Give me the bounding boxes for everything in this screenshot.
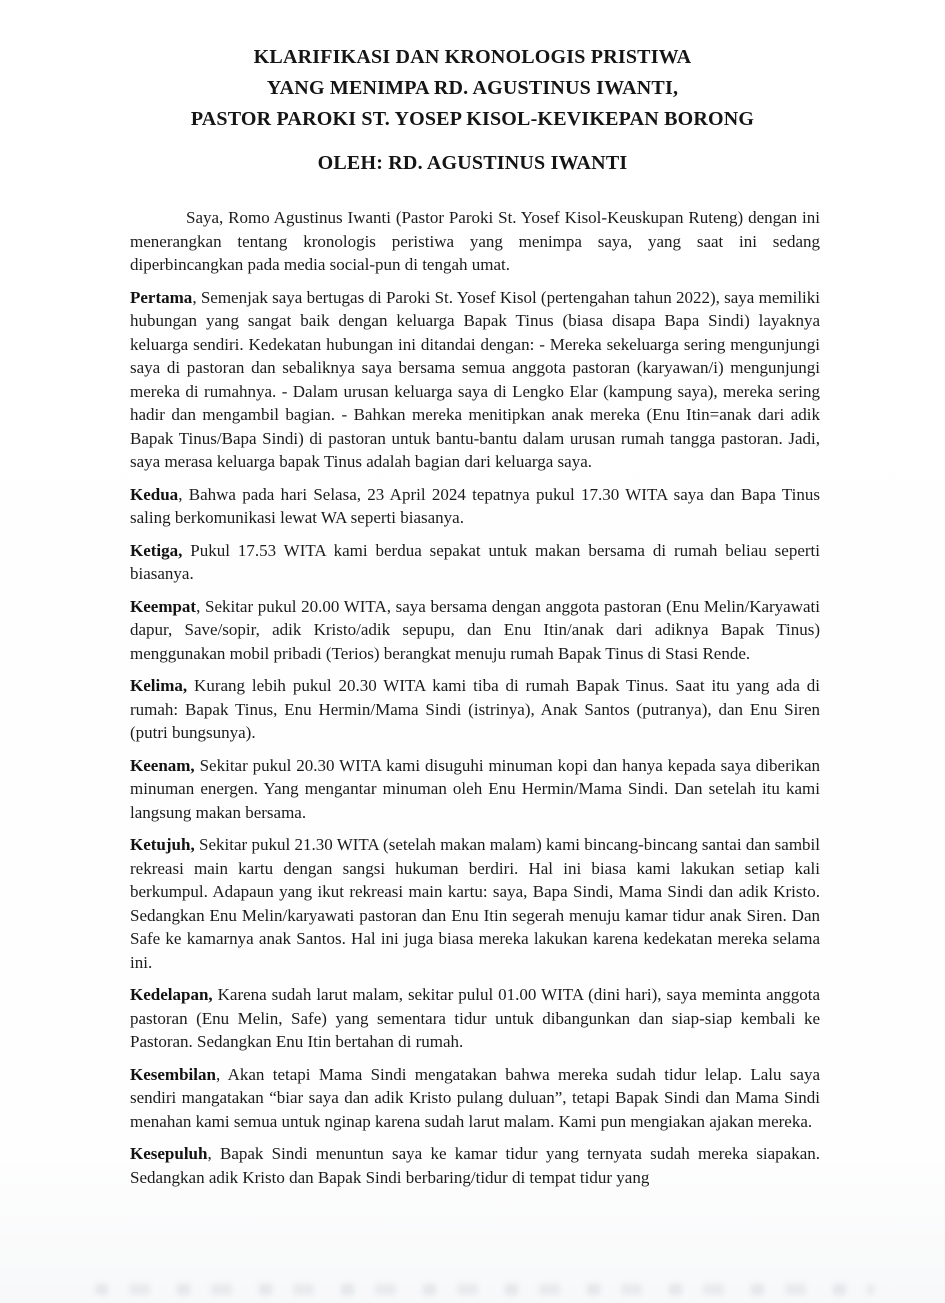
- paragraph-text: , Sekitar pukul 20.00 WITA, saya bersama dengan anggota pastoran (Enu Melin/Karyawati dapur, Save/sopir, adik Kristo/adik sepupu, dan Enu Itin/anak dari adiknya Bapak Tinus) menggunakan mobil pribadi (Terios) berangkat menuju rumah Bapak Tinus di Stasi Rende.: [130, 596, 820, 663]
- paragraph-lead: Pertama: [130, 287, 193, 307]
- paragraph-lead: Kesembilan: [130, 1064, 216, 1084]
- paragraph-text: Pukul 17.53 WITA kami berdua sepakat untuk makan bersama di rumah beliau seperti biasanya.: [130, 540, 820, 583]
- paragraph: [130, 539, 820, 586]
- paragraph-lead: Ketujuh,: [130, 835, 195, 854]
- paragraph: [130, 1063, 820, 1134]
- paragraph: [130, 286, 820, 474]
- paragraph-lead: Ketiga,: [130, 540, 183, 560]
- title-line-3: PASTOR PAROKI ST. YOSEP KISOL-KEVIKEPAN BORONG: [190, 108, 755, 130]
- paragraph-text: Kurang lebih pukul 20.30 WITA kami tiba di rumah Bapak Tinus. Saat itu yang ada di rumah: Bapak Tinus, Enu Hermin/Mama Sindi (istrinya), Anak Santos (putranya), dan Enu Siren (putri bungsunya).: [130, 676, 820, 742]
- paragraph-text: Saya, Romo Agustinus Iwanti (Pastor Paroki St. Yosef Kisol-Keuskupan Ruteng) dengan ini menerangkan tentang kronologis peristiwa yang menimpa saya, yang saat ini sedang diperbincangkan pada media social-pun di tengah umat.: [130, 208, 820, 274]
- paragraph-lead: Kedelapan,: [130, 985, 213, 1004]
- paragraph-lead: Keenam,: [130, 755, 195, 775]
- cutoff-text-ghost: [95, 1284, 875, 1295]
- paragraph-lead: Kelima,: [130, 676, 188, 695]
- paragraph-text: , Semenjak saya bertugas di Paroki St. Yosef Kisol (pertengahan tahun 2022), saya memiliki hubungan yang sangat baik dengan keluarga Bapak Tinus (biasa disapa Bapa Sindi) layaknya keluarga sendiri. Kedekatan hubungan ini ditandai dengan: - Mereka sekeluarga sering mengunjungi saya di pastoran dan sebaliknya saya bersama semua anggota pastoran (karyawan/i) mengunjungi mereka di rumahnya. - Dalam urusan keluarga saya di Lengko Elar (kampung saya), mereka sering hadir dan mengambil bagian. - Bahkan mereka menitipkan anak mereka (Enu Itin=anak dari adik Bapak Tinus/Bapa Sindi) di pastoran untuk bantu-bantu dalam urusan rumah tangga pastoran. Jadi, saya merasa keluarga bapak Tinus adalah bagian dari keluarga saya.: [130, 287, 820, 471]
- paragraph: [130, 483, 820, 530]
- paragraph-lead: Keempat: [130, 596, 197, 616]
- paragraph: [130, 674, 820, 745]
- paragraph-text: , Bahwa pada hari Selasa, 23 April 2024 tepatnya pukul 17.30 WITA saya dan Bapa Tinus saling berkomunikasi lewat WA seperti biasanya.: [130, 484, 820, 527]
- paragraph: [130, 595, 820, 666]
- document-title: [0, 0, 945, 135]
- title-line-2: YANG MENIMPA RD. AGUSTINUS IWANTI,: [266, 77, 679, 99]
- paragraph: [130, 1142, 820, 1189]
- document-byline: OLEH: RD. AGUSTINUS IWANTI: [317, 152, 628, 174]
- paragraph-text: Sekitar pukul 20.30 WITA kami disuguhi minuman kopi dan hanya kepada saya diberikan minuman energen. Yang mengantar minuman oleh Enu Hermin/Mama Sindi. Dan setelah itu kami langsung makan bersama.: [130, 755, 820, 822]
- paragraph: [130, 833, 820, 974]
- paragraph-text: , Akan tetapi Mama Sindi mengatakan bahwa mereka sudah tidur lelap. Lalu saya sendiri mangatakan “biar saya dan adik Kristo pulang duluan”, tetapi Bapak Sindi dan Mama Sindi menahan kami semua untuk nginap karena sudah larut malam. Kami pun mengiakan ajakan mereka.: [130, 1064, 820, 1131]
- title-line-1: KLARIFIKASI DAN KRONOLOGIS PRISTIWA: [253, 46, 692, 68]
- paragraph: [130, 983, 820, 1054]
- paragraph-text: , Bapak Sindi menuntun saya ke kamar tidur yang ternyata sudah mereka siapakan. Sedangkan adik Kristo dan Bapak Sindi berbaring/tidur di tempat tidur yang: [130, 1144, 820, 1187]
- paragraph-lead: Kedua: [130, 484, 179, 504]
- paragraph: [130, 754, 820, 825]
- paragraph-text: Karena sudah larut malam, sekitar pulul 01.00 WITA (dini hari), saya meminta anggota pastoran (Enu Melin, Safe) yang sementara tidur untuk dibangunkan dan siap-siap kembali ke Pastoran. Sedangkan Enu Itin bertahan di rumah.: [130, 985, 820, 1051]
- document-body: [130, 206, 820, 1189]
- paragraph-lead: Kesepuluh: [130, 1144, 208, 1163]
- paragraph: [130, 206, 820, 277]
- paragraph-text: Sekitar pukul 21.30 WITA (setelah makan malam) kami bincang-bincang santai dan sambil rekreasi main kartu dengan sangsi hukuman berdiri. Hal ini biasa kami lakukan setiap kali berkumpul. Adapaun yang ikut rekreasi main kartu: saya, Bapa Sindi, Mama Sindi dan adik Kristo. Sedangkan Enu Melin/karyawati pastoran dan Enu Itin segerah menuju kamar tidur anak Siren. Dan Safe ke kamarnya anak Santos. Hal ini juga biasa mereka lakukan karena kedekatan mereka selama ini.: [130, 835, 820, 972]
